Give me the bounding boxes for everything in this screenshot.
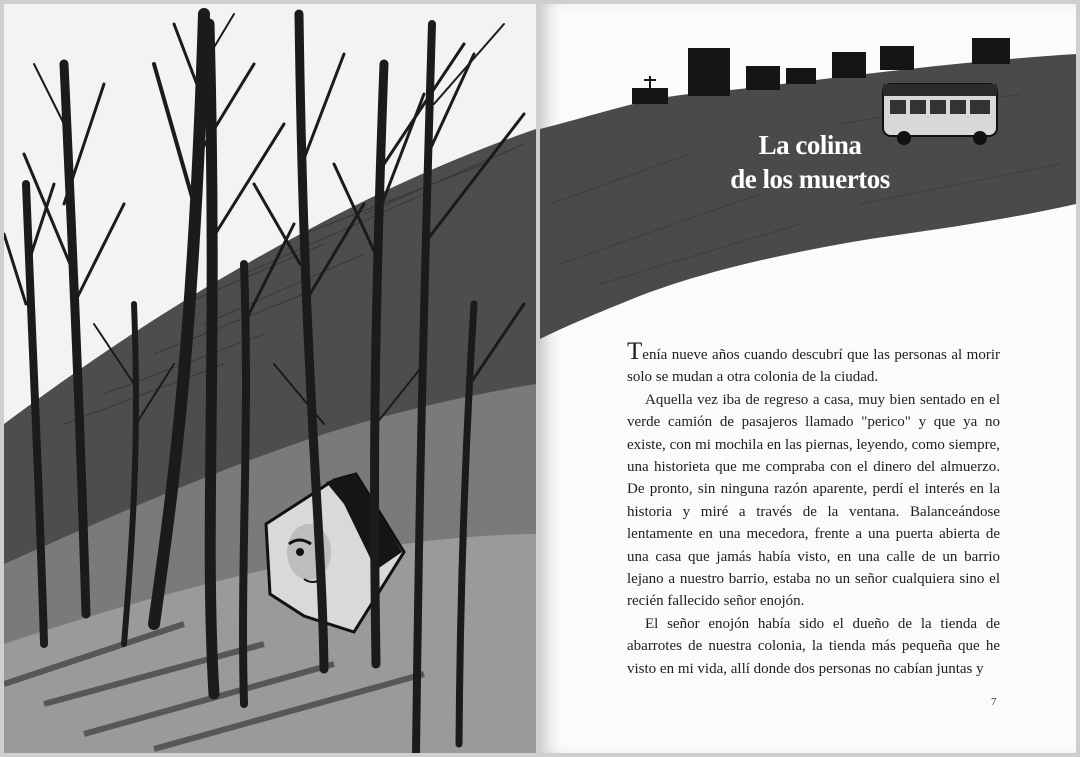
chapter-body <box>627 338 1000 680</box>
paragraph-1-text: enía nueve años cuando descubrí que las personas al morir solo se mudan a otra colonia de la ciudad. <box>627 347 1000 386</box>
drop-cap: T <box>627 338 643 365</box>
right-page <box>540 4 1076 753</box>
paragraph-2: Aquella vez iba de regreso a casa, muy bien sentado en el verde camión de pasajeros llamado "perico" y que ya no existe, con mi mochila en las piernas, leyendo, como siempre, una historieta que me compraba con el dinero del almuerzo. De pronto, sin ninguna razón aparente, perdí el interés en la historia y miré a través de la ventana. Balanceándose lentamente en una mecedora, frente a una puerta abierta de una casa que jamás había visto, en una calle de un barrio lejano a nuestro barrio, estaba no un señor cualquiera sino el recién fallecido señor enojón. <box>627 391 1000 610</box>
chapter-title-line-1: La colina <box>758 130 862 160</box>
chapter-title <box>690 128 930 196</box>
left-page <box>4 4 536 753</box>
forest-illustration <box>4 4 536 753</box>
chapter-title-line-2: de los muertos <box>730 164 890 194</box>
paragraph-1 <box>627 338 1000 389</box>
paragraph-3: El señor enojón había sido el dueño de la tienda de abarrotes de nuestra colonia, la tienda más pequeña que he visto en mi vida, allí donde dos personas no cabían juntas y <box>627 615 1000 677</box>
page-number: 7 <box>991 696 997 708</box>
